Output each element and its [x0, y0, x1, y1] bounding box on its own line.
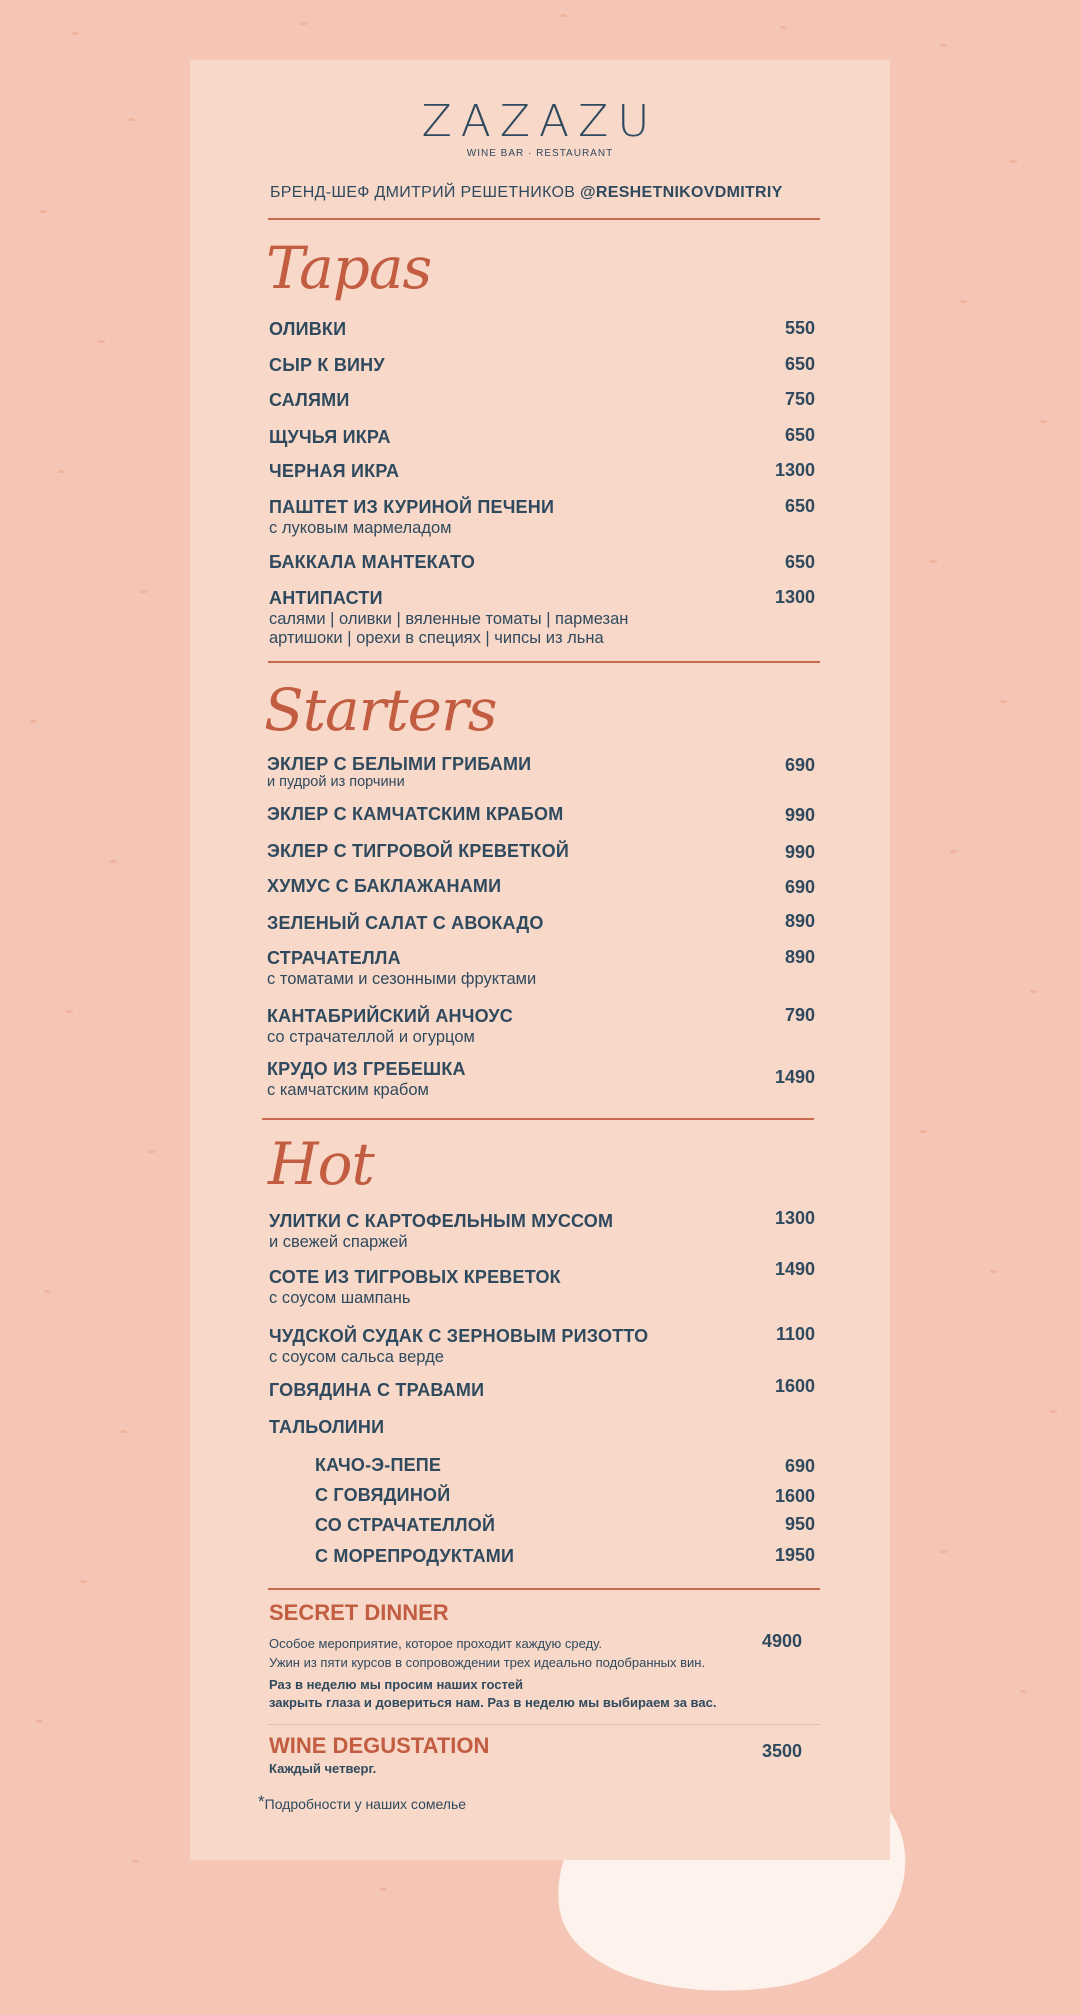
menu-item-description: и пудрой из порчини	[267, 774, 405, 790]
menu-item-price: 690	[784, 877, 815, 897]
menu-item-price: 1490	[774, 1259, 815, 1279]
chef-credit	[270, 184, 783, 202]
wine-degustation-title: WINE DEGUSTATION	[269, 1733, 490, 1758]
section-title-hot: Hot	[268, 1130, 374, 1198]
divider	[268, 1588, 820, 1590]
menu-item-name: СТРАЧАТЕЛЛА	[267, 948, 401, 968]
menu-item-price: 550	[784, 318, 815, 338]
divider	[262, 1118, 814, 1120]
divider	[268, 1724, 820, 1725]
menu-item-name: КРУДО ИЗ ГРЕБЕШКА	[267, 1059, 466, 1079]
menu-item-name: ЭКЛЕР С БЕЛЫМИ ГРИБАМИ	[267, 754, 532, 774]
menu-item-price: 890	[784, 947, 815, 967]
menu-item-price: 650	[784, 425, 815, 445]
restaurant-logo: ZAZAZU	[421, 96, 659, 147]
menu-item-name: ЭКЛЕР С КАМЧАТСКИМ КРАБОМ	[267, 804, 564, 824]
menu-item-name: БАККАЛА МАНТЕКАТО	[269, 552, 476, 572]
secret-dinner-price: 4900	[761, 1631, 802, 1651]
wine-degustation-price: 3500	[761, 1741, 802, 1761]
menu-item-name: ХУМУС С БАКЛАЖАНАМИ	[267, 876, 502, 896]
divider	[268, 661, 820, 663]
menu-item-price: 990	[784, 805, 815, 825]
menu-item-price: 990	[784, 842, 815, 862]
menu-item-name: ОЛИВКИ	[269, 319, 347, 339]
menu-item-name: ГОВЯДИНА С ТРАВАМИ	[269, 1380, 485, 1400]
menu-item-description: с луковым мармеладом	[269, 519, 452, 537]
logo-subtitle: WINE BAR · RESTAURANT	[466, 148, 614, 159]
menu-item-price: 650	[784, 354, 815, 374]
menu-item-description: со страчателлой и огурцом	[267, 1028, 475, 1046]
divider	[268, 218, 820, 220]
menu-item-name: УЛИТКИ С КАРТОФЕЛЬНЫМ МУССОМ	[269, 1211, 614, 1231]
menu-item-price: 1600	[774, 1376, 815, 1396]
menu-item-price: 890	[784, 911, 815, 931]
footnote	[258, 1792, 466, 1812]
menu-item-name: СОТЕ ИЗ ТИГРОВЫХ КРЕВЕТОК	[269, 1267, 561, 1287]
menu-item-price: 690	[784, 1456, 815, 1476]
chef-label: БРЕНД-ШЕФ ДМИТРИЙ РЕШЕТНИКОВ	[270, 184, 576, 201]
menu-item-name: СЫР К ВИНУ	[269, 355, 385, 375]
secret-dinner-description: Особое мероприятие, которое проходит каждую среду.	[269, 1636, 602, 1651]
menu-item-price: 1100	[775, 1324, 815, 1344]
menu-item-description: с соусом шампань	[269, 1289, 411, 1307]
footnote-text: Подробности у наших сомелье	[264, 1796, 467, 1812]
menu-item-price: 690	[784, 755, 815, 775]
menu-item-price: 650	[784, 496, 815, 516]
section-title-tapas: Tapas	[266, 234, 432, 302]
menu-item-name: ПАШТЕТ ИЗ КУРИНОЙ ПЕЧЕНИ	[269, 497, 555, 517]
secret-dinner-description: Ужин из пяти курсов в сопровождении трех идеально подобранных вин.	[269, 1655, 706, 1670]
menu-item-price: 1300	[774, 460, 815, 480]
menu-item-price: 750	[784, 389, 815, 409]
menu-item-name: САЛЯМИ	[269, 390, 350, 410]
secret-dinner-note: Раз в неделю мы просим наших гостей	[269, 1677, 524, 1692]
menu-item-name: ЩУЧЬЯ ИКРА	[269, 427, 391, 447]
menu-card	[190, 60, 890, 1860]
menu-item-description: и свежей спаржей	[269, 1233, 408, 1251]
section-title-starters: Starters	[264, 676, 497, 744]
menu-item-description: с соусом сальса верде	[269, 1348, 444, 1366]
tagliolini-heading: ТАЛЬОЛИНИ	[269, 1417, 385, 1437]
menu-item-description: с камчатским крабом	[267, 1081, 429, 1099]
menu-item-name: АНТИПАСТИ	[269, 588, 383, 608]
menu-item-price: 1300	[774, 587, 815, 607]
menu-item-name: КАНТАБРИЙСКИЙ АНЧОУС	[267, 1006, 513, 1026]
menu-item-description: артишоки | орехи в специях | чипсы из льна	[269, 629, 604, 647]
chef-handle: @RESHETNIKOVDMITRIY	[579, 184, 783, 201]
menu-item-name: ЗЕЛЕНЫЙ САЛАТ С АВОКАДО	[267, 913, 544, 933]
menu-item-description: салями | оливки | вяленные томаты | пармезан	[269, 610, 629, 628]
menu-item-price: 1950	[774, 1545, 815, 1565]
footnote-asterisk: *	[258, 1792, 265, 1811]
menu-item-description: с томатами и сезонными фруктами	[267, 970, 537, 988]
menu-item-name: ЧЕРНАЯ ИКРА	[269, 461, 400, 481]
menu-item-price: 950	[784, 1514, 815, 1534]
menu-item-price: 1300	[774, 1208, 815, 1228]
wine-degustation-description: Каждый четверг.	[269, 1761, 377, 1776]
menu-item-name: С ГОВЯДИНОЙ	[315, 1485, 451, 1505]
menu-item-price: 650	[784, 552, 815, 572]
secret-dinner-note: закрыть глаза и довериться нам. Раз в неделю мы выбираем за вас.	[269, 1695, 717, 1710]
menu-item-name: СО СТРАЧАТЕЛЛОЙ	[315, 1515, 496, 1535]
menu-item-price: 1600	[774, 1486, 815, 1506]
menu-item-price: 1490	[774, 1067, 815, 1087]
menu-item-name: С МОРЕПРОДУКТАМИ	[315, 1546, 515, 1566]
menu-item-name: ЭКЛЕР С ТИГРОВОЙ КРЕВЕТКОЙ	[267, 841, 569, 861]
menu-item-price: 790	[784, 1005, 815, 1025]
menu-item-name: КАЧО-Э-ПЕПЕ	[315, 1455, 442, 1475]
secret-dinner-title: SECRET DINNER	[269, 1600, 449, 1625]
menu-item-name: ЧУДСКОЙ СУДАК С ЗЕРНОВЫМ РИЗОТТО	[269, 1326, 649, 1346]
